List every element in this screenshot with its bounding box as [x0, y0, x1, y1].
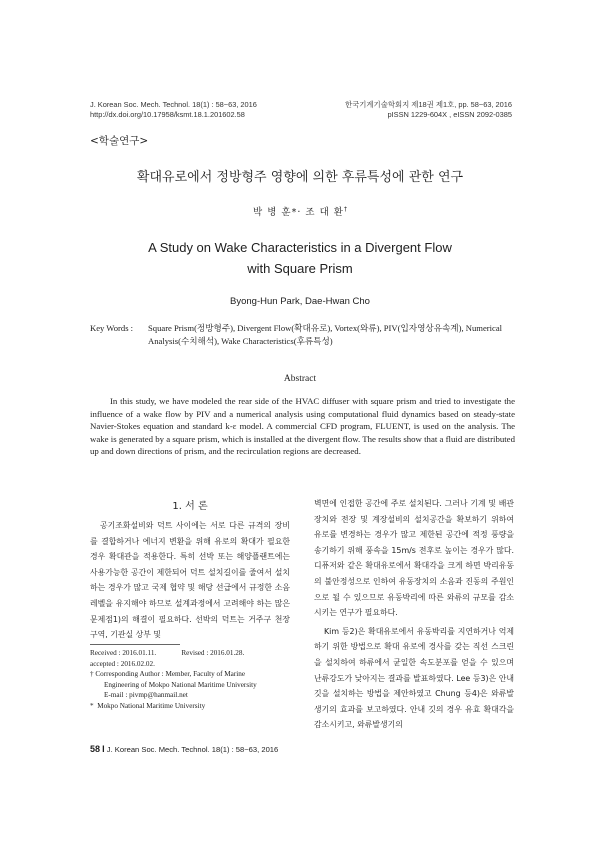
title-english-line1: A Study on Wake Characteristics in a Divergent Flow: [148, 240, 452, 255]
journal-citation: J. Korean Soc. Mech. Technol. 18(1) : 58~63, 2016: [90, 100, 257, 109]
body-column-right: [314, 496, 514, 736]
received-date: Received : 2016.01.11. Revised : 2016.01.28.: [90, 649, 245, 657]
authors-english: Byong-Hun Park, Dae-Hwan Cho: [230, 296, 370, 307]
keywords-label: Key Words :: [90, 323, 134, 333]
revised-date: Revised : 2016.01.28.: [181, 649, 245, 657]
body-paragraph: 벽면에 인접한 공간에 주로 설치된다. 그러나 기계 및 배관장치와 전장 및 계장설비의 설치공간을 확보하기 위하여 유로를 변경하는 경우가 많고 제한된 공간에 적정 풍량을 송기하기 위해 풍속을 15m/s 전후로 높이는 경우가 많다. 디퓨저와 같은 확대유로에서 확대각을 크게 하면 박리유동의 불안정성으로 인하여 유동장치의 소음과 진동의 주원인으로 될 수 있으므로 유동박리에 따른 와류의 규모를 감소시키는 연구가 필요하다.: [314, 499, 514, 618]
section-heading-introduction: 1. 서 론: [172, 501, 208, 512]
footnotes: [90, 648, 300, 711]
authors-korean-names: 박 병 훈*· 조 대 환: [253, 207, 344, 218]
body-paragraph: Kim 등2)은 확대유로에서 유동박리를 지연하거나 억제하기 위한 방법으로 확대 유로에 경사를 갖는 직선 스크린을 설치하여 하류에서 균일한 속도분포를 얻을 수 있으며 난류강도가 낮아지는 결과를 발표하였다. Lee 등3)은 안내 깃을 설치하는 방법을 제안하였고 Chung 등4)은 와류발생기의 효과를 보고하였다. 안내 깃의 경우 유효 확대각을 감소시키고, 와류발생기의: [314, 626, 514, 730]
journal-citation-ko: 한국기계기술학회지 제18권 제1호, pp. 58~63, 2016: [345, 100, 512, 109]
body-column-left: 공기조화설비와 덕트 사이에는 서로 다른 규격의 장비를 결합하거나 에너지 변환을 위해 유로의 확대가 필요한 경우 확대관을 적용한다. 특히 선박 또는 해양플랜트에는 사용가능한 공간이 제한되어 덕트 설치길이를 줄여서 설치하는 경우가 많고 국제 협약 및 해당 선급에서 규정한 소음레벨을 유지해야 하므로 설계과정에서 고려해야 하는 많은 문제점1)의 해결이 필요하다. 선박의 덕트는 거주구 천장구역, 기관실 상부 및: [90, 521, 290, 640]
title-korean: 확대유로에서 정방형주 영향에 의한 후류특성에 관한 연구: [136, 170, 464, 185]
corresponding-affiliation: Engineering of Mokpo National Maritime University: [104, 680, 257, 689]
keywords-text: Square Prism(정방형주), Divergent Flow(확대유로), Vortex(와류), PIV(입자영상유속계), Numerical Analysis(수치해석), Wake Characteristics(후류특성): [148, 323, 503, 346]
corresponding-author: † Corresponding Author : Member, Faculty of Marine: [90, 670, 246, 678]
page-footer: [90, 744, 278, 754]
journal-header-left: [90, 100, 257, 120]
footer-separator: I: [102, 744, 105, 754]
footnote-divider: [90, 644, 180, 645]
journal-header-right: [345, 100, 512, 120]
title-english-line2: with Square Prism: [247, 261, 353, 276]
author-affiliation: * Mokpo National Maritime University: [90, 701, 206, 710]
issn: pISSN 1229-604X , eISSN 2092-0385: [387, 110, 512, 119]
abstract-text: In this study, we have modeled the rear side of the HVAC diffuser with square prism and tried to investigate the influence of a wake flow by PIV and a numerical analysis using computational fluid dynamics based on steady-state Navier-Stokes equation and standard k-ε model. A commercial CFD program, FLUENT, is used on the analysis. The wake is generated by a square prism, which is installed at the divergent flow. The results show that a fluid are distributed up and down directions of prism, and the recirculation regions are decreased.: [90, 396, 515, 457]
abstract-heading: Abstract: [283, 374, 317, 384]
email[interactable]: E-mail : pivmp@hanmail.net: [104, 691, 188, 699]
authors-korean: [0, 204, 600, 218]
page-number: 58: [90, 744, 101, 754]
corresponding-mark: †: [343, 205, 347, 213]
title-english: [0, 237, 600, 279]
accepted-date: accepted : 2016.02.02.: [90, 659, 155, 668]
doi-link[interactable]: http://dx.doi.org/10.17958/ksmt.18.1.201602.58: [90, 110, 245, 119]
keywords: [90, 322, 515, 347]
footer-citation: J. Korean Soc. Mech. Technol. 18(1) : 58~63, 2016: [106, 745, 279, 754]
article-category: <학술연구>: [90, 135, 149, 147]
